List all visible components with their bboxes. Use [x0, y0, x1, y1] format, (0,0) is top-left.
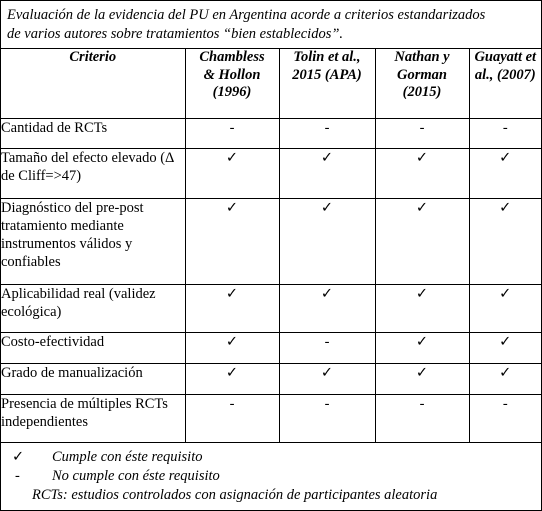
- author-header-line: & Hollon: [203, 66, 261, 83]
- table-row: [1, 333, 541, 364]
- table-row: [1, 149, 541, 199]
- author-header-line: Tolin et al.,: [293, 49, 361, 65]
- table-row: [1, 119, 541, 149]
- dash-icon: -: [15, 468, 20, 484]
- mark-cell: -: [279, 333, 375, 364]
- mark-cell: ✓: [469, 199, 541, 285]
- mark-cell: -: [185, 395, 279, 443]
- table-row: [1, 395, 541, 443]
- table-legend: [1, 442, 541, 510]
- author-header-line: Guayatt et: [474, 49, 537, 65]
- legend-rct-text: RCTs: estudios controlados con asignación de participantes aleatoria: [32, 487, 438, 503]
- mark-cell: ✓: [469, 285, 541, 333]
- mark-cell: ✓: [469, 364, 541, 395]
- table-row: [1, 364, 541, 395]
- author-header-chambless: [185, 49, 279, 119]
- criterion-cell: Presencia de múltiples RCTs independientes: [1, 395, 185, 443]
- criteria-table: [1, 48, 541, 443]
- mark-cell: ✓: [469, 333, 541, 364]
- mark-cell: -: [185, 119, 279, 149]
- mark-cell: -: [469, 119, 541, 149]
- mark-cell: -: [279, 395, 375, 443]
- legend-check-text: Cumple con éste requisito: [52, 449, 203, 465]
- author-header-tolin: [279, 49, 375, 119]
- author-header-nathan: [375, 49, 469, 119]
- mark-cell: -: [279, 119, 375, 149]
- mark-cell: ✓: [279, 285, 375, 333]
- author-header-line: Chambless: [199, 49, 265, 65]
- author-header-line: al., (2007): [474, 66, 536, 83]
- mark-cell: ✓: [375, 364, 469, 395]
- mark-cell: ✓: [375, 149, 469, 199]
- mark-cell: ✓: [279, 364, 375, 395]
- mark-cell: ✓: [279, 199, 375, 285]
- mark-cell: ✓: [185, 333, 279, 364]
- author-header-line: (2015): [402, 84, 442, 100]
- mark-cell: ✓: [185, 285, 279, 333]
- criterion-cell: Cantidad de RCTs: [1, 119, 185, 149]
- author-header-line: Nathan y: [394, 49, 450, 65]
- author-header-line: (1996): [212, 84, 252, 100]
- criterion-cell: Diagnóstico del pre-post tratamiento mediante instrumentos válidos y confiables: [1, 199, 185, 285]
- criterion-cell: Tamaño del efecto elevado (Δ de Cliff=>47): [1, 149, 185, 199]
- criterion-cell: Aplicabilidad real (validez ecológica): [1, 285, 185, 333]
- mark-cell: ✓: [185, 364, 279, 395]
- caption-line-2: de varios autores sobre tratamientos “bien establecidos”.: [7, 25, 344, 42]
- mark-cell: -: [469, 395, 541, 443]
- mark-cell: ✓: [185, 149, 279, 199]
- mark-cell: ✓: [279, 149, 375, 199]
- author-header-line: Gorman: [397, 66, 447, 83]
- table-row: [1, 285, 541, 333]
- criterion-header: Criterio: [1, 49, 185, 119]
- author-header-guayatt: [469, 49, 541, 119]
- table-row: [1, 199, 541, 285]
- checkmark-icon: ✓: [12, 449, 25, 465]
- mark-cell: ✓: [375, 333, 469, 364]
- mark-cell: ✓: [375, 285, 469, 333]
- criterion-cell: Grado de manualización: [1, 364, 185, 395]
- criterion-cell: Costo-efectividad: [1, 333, 185, 364]
- table-caption: [1, 1, 541, 49]
- table-header-row: [1, 49, 541, 119]
- legend-dash-text: No cumple con éste requisito: [52, 468, 220, 484]
- mark-cell: ✓: [185, 199, 279, 285]
- mark-cell: -: [375, 395, 469, 443]
- caption-line-1: Evaluación de la evidencia del PU en Argentina acorde a criterios estandarizados: [7, 7, 486, 23]
- mark-cell: ✓: [375, 199, 469, 285]
- author-header-line: 2015 (APA): [292, 66, 362, 83]
- mark-cell: -: [375, 119, 469, 149]
- mark-cell: ✓: [469, 149, 541, 199]
